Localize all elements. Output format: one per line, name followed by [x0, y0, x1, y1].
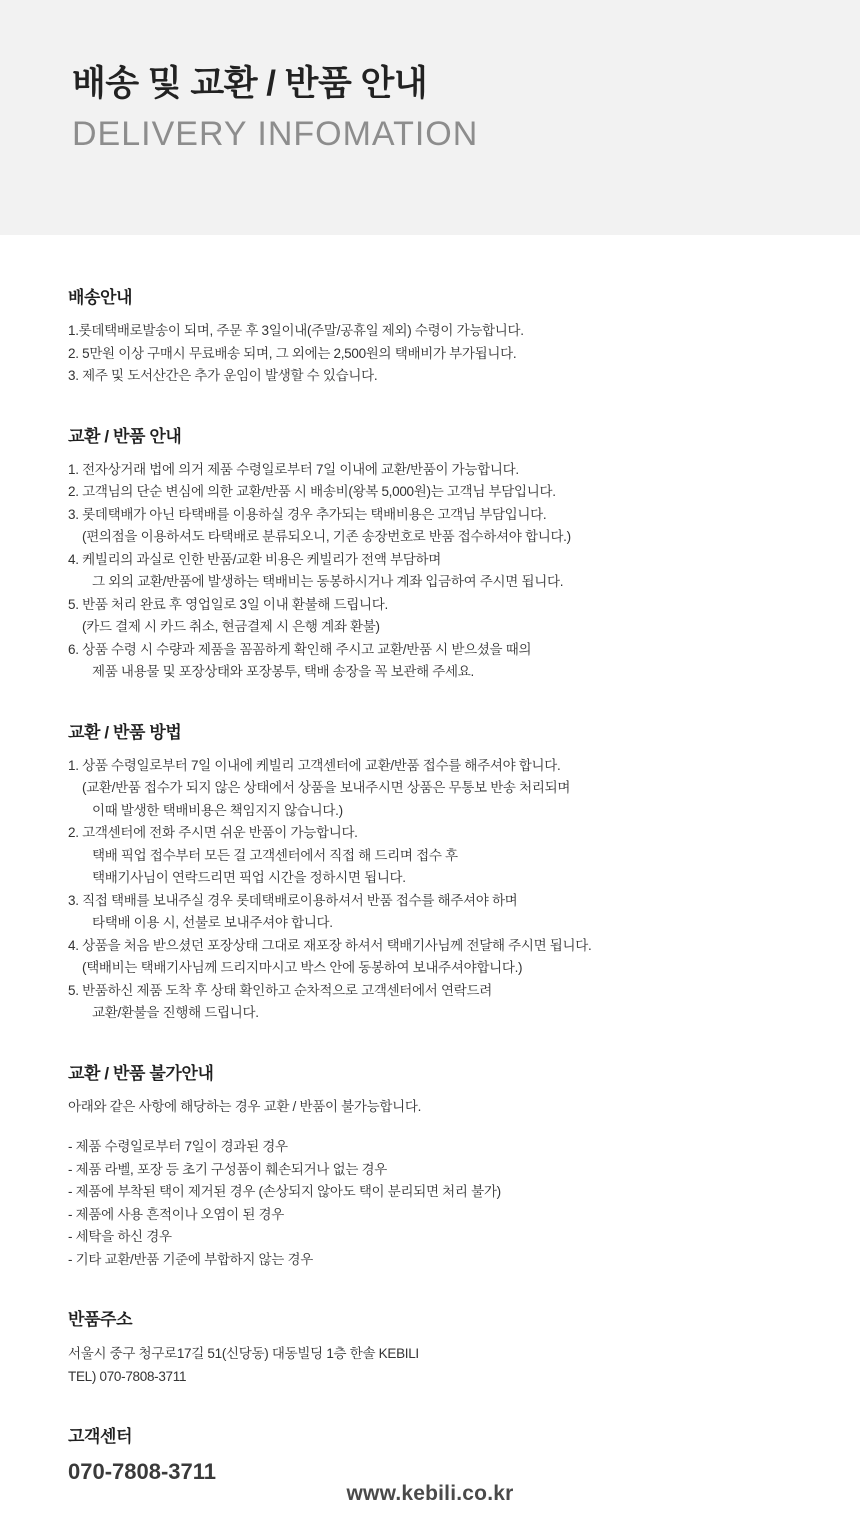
list-item: 3. 제주 및 도서산간은 추가 운임이 발생할 수 있습니다. — [68, 368, 378, 383]
list-item: - 제품에 사용 흔적이나 오염이 된 경우 — [68, 1206, 285, 1222]
list-item: 1. 상품 수령일로부터 7일 이내에 케빌리 고객센터에 교환/반품 접수를 해주셔야 합니다. — [68, 757, 561, 773]
page-title-korean: 배송 및 교환 / 반품 안내 — [72, 64, 428, 103]
list-item: 그 외의 교환/반품에 발생하는 택배비는 동봉하시거나 계좌 입금하여 주시면 됩니다. — [92, 574, 564, 589]
return-address-text: 서울시 중구 청구로17길 51(신당동) 대동빌딩 1층 한솔 KEBILI — [68, 1346, 419, 1361]
list-item: 제품 내용물 및 포장상태와 포장봉투, 택배 송장을 꼭 보관해 주세요. — [92, 664, 474, 679]
section-customer-center — [68, 1422, 800, 1485]
list-item: (택배비는 택배기사님께 드리지마시고 박스 안에 동봉하여 보내주셔야합니다.) — [82, 960, 523, 975]
footer-website[interactable]: www.kebili.co.kr — [346, 1482, 514, 1505]
list-item: 1.롯데택배로발송이 되며, 주문 후 3일이내(주말/공휴일 제외) 수령이 가능합니다. — [68, 323, 524, 338]
list-item: - 세탁을 하신 경우 — [68, 1229, 172, 1244]
spacer — [68, 1118, 800, 1136]
list-item: - 제품에 부착된 택이 제거된 경우 (손상되지 않아도 택이 분리되면 처리 불가) — [68, 1184, 501, 1199]
list-item: 4. 상품을 처음 받으셨던 포장상태 그대로 재포장 하셔서 택배기사님께 전달해 주시면 됩니다. — [68, 937, 592, 953]
list-item: 5. 반품하신 제품 도착 후 상태 확인하고 순차적으로 고객센터에서 연락드려 — [68, 982, 492, 998]
list-item: - 기타 교환/반품 기준에 부합하지 않는 경우 — [68, 1251, 313, 1267]
section-heading-exchange-info: 교환 / 반품 안내 — [68, 426, 182, 446]
section-heading-delivery: 배송안내 — [68, 288, 133, 307]
section-heading-exchange-method: 교환 / 반품 방법 — [68, 722, 182, 742]
not-allowed-intro: 아래와 같은 사항에 해당하는 경우 교환 / 반품이 불가능합니다. — [68, 1098, 422, 1114]
list-item: 6. 상품 수령 시 수량과 제품을 꼼꼼하게 확인해 주시고 교환/반품 시 받으셨을 때의 — [68, 641, 532, 657]
exchange-info-line-list — [68, 459, 800, 684]
section-not-allowed — [68, 1059, 800, 1272]
list-item: 교환/환불을 진행해 드립니다. — [92, 1005, 259, 1020]
list-item: 2. 고객센터에 전화 주시면 쉬운 반품이 가능합니다. — [68, 825, 358, 840]
list-item: 5. 반품 처리 완료 후 영업일로 3일 이내 환불해 드립니다. — [68, 596, 388, 612]
list-item: 택배 픽업 접수부터 모든 걸 고객센터에서 직접 해 드리며 접수 후 — [92, 847, 458, 863]
section-exchange-method — [68, 718, 800, 1025]
list-item: 타택배 이용 시, 선불로 보내주셔야 합니다. — [92, 915, 333, 930]
section-heading-return-address: 반품주소 — [68, 1310, 133, 1329]
page-banner — [0, 0, 860, 235]
section-heading-not-allowed: 교환 / 반품 불가안내 — [68, 1063, 214, 1083]
list-item: 4. 케빌리의 과실로 인한 반품/교환 비용은 케빌리가 전액 부담하며 — [68, 551, 441, 567]
list-item: 2. 5만원 이상 구매시 무료배송 되며, 그 외에는 2,500원의 택배비가 부가됩니다. — [68, 345, 517, 361]
page-content — [0, 235, 860, 1485]
list-item: 1. 전자상거래 법에 의거 제품 수령일로부터 7일 이내에 교환/반품이 가능합니다. — [68, 461, 519, 477]
section-heading-customer-center: 고객센터 — [68, 1427, 133, 1446]
customer-center-phone: 070-7808-3711 — [68, 1459, 217, 1484]
list-item: (교환/반품 접수가 되지 않은 상태에서 상품을 보내주시면 상품은 무통보 반송 처리되며 — [82, 780, 571, 795]
list-item: (편의점을 이용하셔도 타택배로 분류되오니, 기존 송장번호로 반품 접수하셔야 합니다.) — [82, 529, 571, 544]
delivery-line-list — [68, 320, 800, 388]
section-exchange-info — [68, 422, 800, 684]
not-allowed-line-list — [68, 1136, 800, 1271]
exchange-method-line-list — [68, 755, 800, 1025]
list-item: 3. 롯데택배가 아닌 타택배를 이용하실 경우 추가되는 택배비용은 고객님 부담입니다. — [68, 506, 547, 522]
list-item: 2. 고객님의 단순 변심에 의한 교환/반품 시 배송비(왕복 5,000원)는 고객님 부담입니다. — [68, 484, 556, 499]
section-return-address — [68, 1305, 800, 1388]
section-delivery-info — [68, 283, 800, 388]
return-address-tel: TEL) 070-7808-3711 — [68, 1369, 187, 1384]
list-item: 3. 직접 택배를 보내주실 경우 롯데택배로이용하셔서 반품 접수를 해주셔야 하며 — [68, 892, 518, 908]
list-item: 이때 발생한 택배비용은 책임지지 않습니다.) — [92, 802, 343, 818]
list-item: - 제품 수령일로부터 7일이 경과된 경우 — [68, 1139, 288, 1154]
page-title-english: DELIVERY INFOMATION — [72, 114, 479, 153]
list-item: - 제품 라벨, 포장 등 초기 구성품이 훼손되거나 없는 경우 — [68, 1161, 388, 1177]
list-item: 택배기사님이 연락드리면 픽업 시간을 정하시면 됩니다. — [92, 870, 406, 885]
list-item: (카드 결제 시 카드 취소, 현금결제 시 은행 계좌 환불) — [82, 619, 380, 634]
